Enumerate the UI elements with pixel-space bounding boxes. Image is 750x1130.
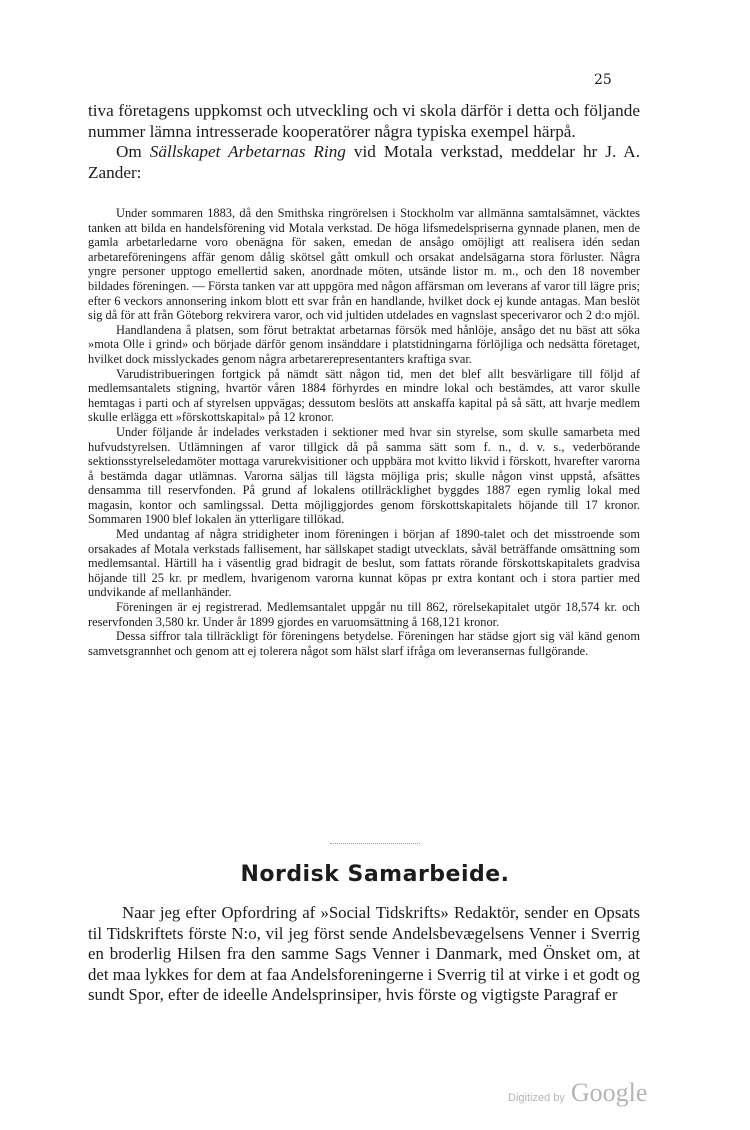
danish-text	[88, 903, 640, 1006]
watermark-prefix: Digitized by	[508, 1092, 565, 1104]
section-heading: Nordisk Samarbeide.	[240, 862, 510, 887]
om-word: Om	[116, 142, 142, 161]
report-paragraph: Under sommaren 1883, då den Smithska ringrörelsen i Stockholm var allmänna samtalsämnet, väcktes tanken att bilda en handelsförening vid Motala verkstad. De höga lifsmedelspriserna gynnade planen, men de gamla arbetarledarne voro obenägna för saken, emedan de ansågo omöjligt att realisera idén sedan arbetareföreningens affär genom dålig skötsel gått omkull och orsakat andelsägarna stora förluster. Några yngre personer upptogo emellertid saken, anordnade möten, utsände listor m. m., och den 18 november bildades föreningen. — Första tanken var att uppgöra med någon affärsman om leverans af varor till lägre pris; efter 6 veckors annonsering inkom blott ett svar från en handlande, hvilket dock ej kunde antagas. Man beslöt sig då för att från Göteborg rekvirera varor, och vid jultiden utdelades en vagnslast specerivaror och 2 d:o mjöl.	[88, 206, 640, 323]
society-name: Sällskapet Arbetarnas Ring	[149, 142, 346, 161]
report-paragraph: Dessa siffror tala tillräckligt för föreningens betydelse. Föreningen har städse gjort sig väl känd genom samvetsgrannhet och genom att ej tolerera något som hälst slarf ifråga om leveransernas fullgörande.	[88, 629, 640, 658]
section-divider	[330, 843, 420, 846]
report-paragraph: Handlandena å platsen, som förut betraktat arbetarnas försök med hånlöje, ansågo det nu bäst att söka »mota Olle i grind» och började därför genom insänddare i platstidningarna förlöjliga och nedsätta företaget, hvilket dock misslyckades genom några arbetarerepresentanters kraftiga svar.	[88, 322, 640, 366]
digitized-watermark	[508, 1078, 647, 1108]
report-paragraph: Under följande år indelades verkstaden i sektioner med hvar sin styrelse, som skulle samarbeta med hufvudstyrelsen. Utlämningen af varor tillgick då på samma sätt som f. n., d. v. s., vederbörande sektionsstyrelseledamöter mottaga varurekvisitioner och uppbära mot kvitto likvid i förskott, hvarefter varorna å bestämda dagar utlämnas. Varorna säljas till lägsta möjliga pris; skulle någon vinst uppstå, afsättes densamma till reservfonden. På grund af lokalens otillräcklighet byggdes 1887 egen rymlig lokal med magasin, kontor och samlingssal. Detta möjliggjordes genom förskottskapitalets höjande till 17 kronor. Sommaren 1900 blef lokalen än ytterligare tillökad.	[88, 424, 640, 527]
intro-text	[88, 101, 640, 183]
report-text	[88, 206, 640, 658]
intro-paragraph: tiva företagens uppkomst och utveckling och vi skola därför i detta och följande nummer lämna intresserade kooperatörer några typiska exempel härpå.	[88, 101, 640, 141]
google-logo: Google	[570, 1078, 648, 1107]
danish-paragraph: Naar jeg efter Opfordring af »Social Tidskrifts» Redaktör, sender en Opsats til Tidskriftets förste N:o, vil jeg först sende Andelsbevægelsens Venner i Sverrig en broderlig Hilsen fra den samme Sags Venner i Danmark, med Önsket om, at det maa lykkes for dem at faa Andelsforeningerne i Sverrig til at virke i et godt og sundt Spor, efter de ideelle Andelsprinsiper, hvis förste og vigtigste Paragraf er	[88, 903, 640, 1004]
society-intro-paragraph	[88, 142, 640, 183]
report-paragraph: Varudistribueringen fortgick på nämdt sätt någon tid, men det blef allt besvärligare till följd af medlemsantalets stigning, hvartör våren 1884 förhyrdes en mindre lokal och bestämdes, att varor skulle hemtagas i parti och af styrelsen uppvägas; dessutom beslöts att anskaffa kapital på så sätt, att hvarje medlem skulle erlägga ett »förskottskapital» på 12 kronor.	[88, 366, 640, 425]
report-paragraph: Föreningen är ej registrerad. Medlemsantalet uppgår nu till 862, rörelsekapitalet utgör 18,574 kr. och reservfonden 3,580 kr. Under år 1899 gjordes en varuomsättning å 168,121 kronor.	[88, 600, 640, 629]
page-number: 25	[594, 72, 612, 88]
society-intro-rest: vid Motala verkstad, meddelar hr J. A. Zander:	[88, 142, 641, 182]
report-paragraph: Med undantag af några stridigheter inom föreningen i början af 1890-talet och det misstroende som orsakades af Motala verkstads fallisement, har sällskapet stadigt utvecklats, såväl beträffande omsättning som medlemsantal. Härtill ha i väsentlig grad bidragit de beslut, som fattats rörande förskottskapitalets gradvisa höjande till 25 kr. pr medlem, hvarigenom varorna kunnat köpas pr extra kontant och i stora partier med undvikande af mellanhänder.	[88, 527, 640, 600]
